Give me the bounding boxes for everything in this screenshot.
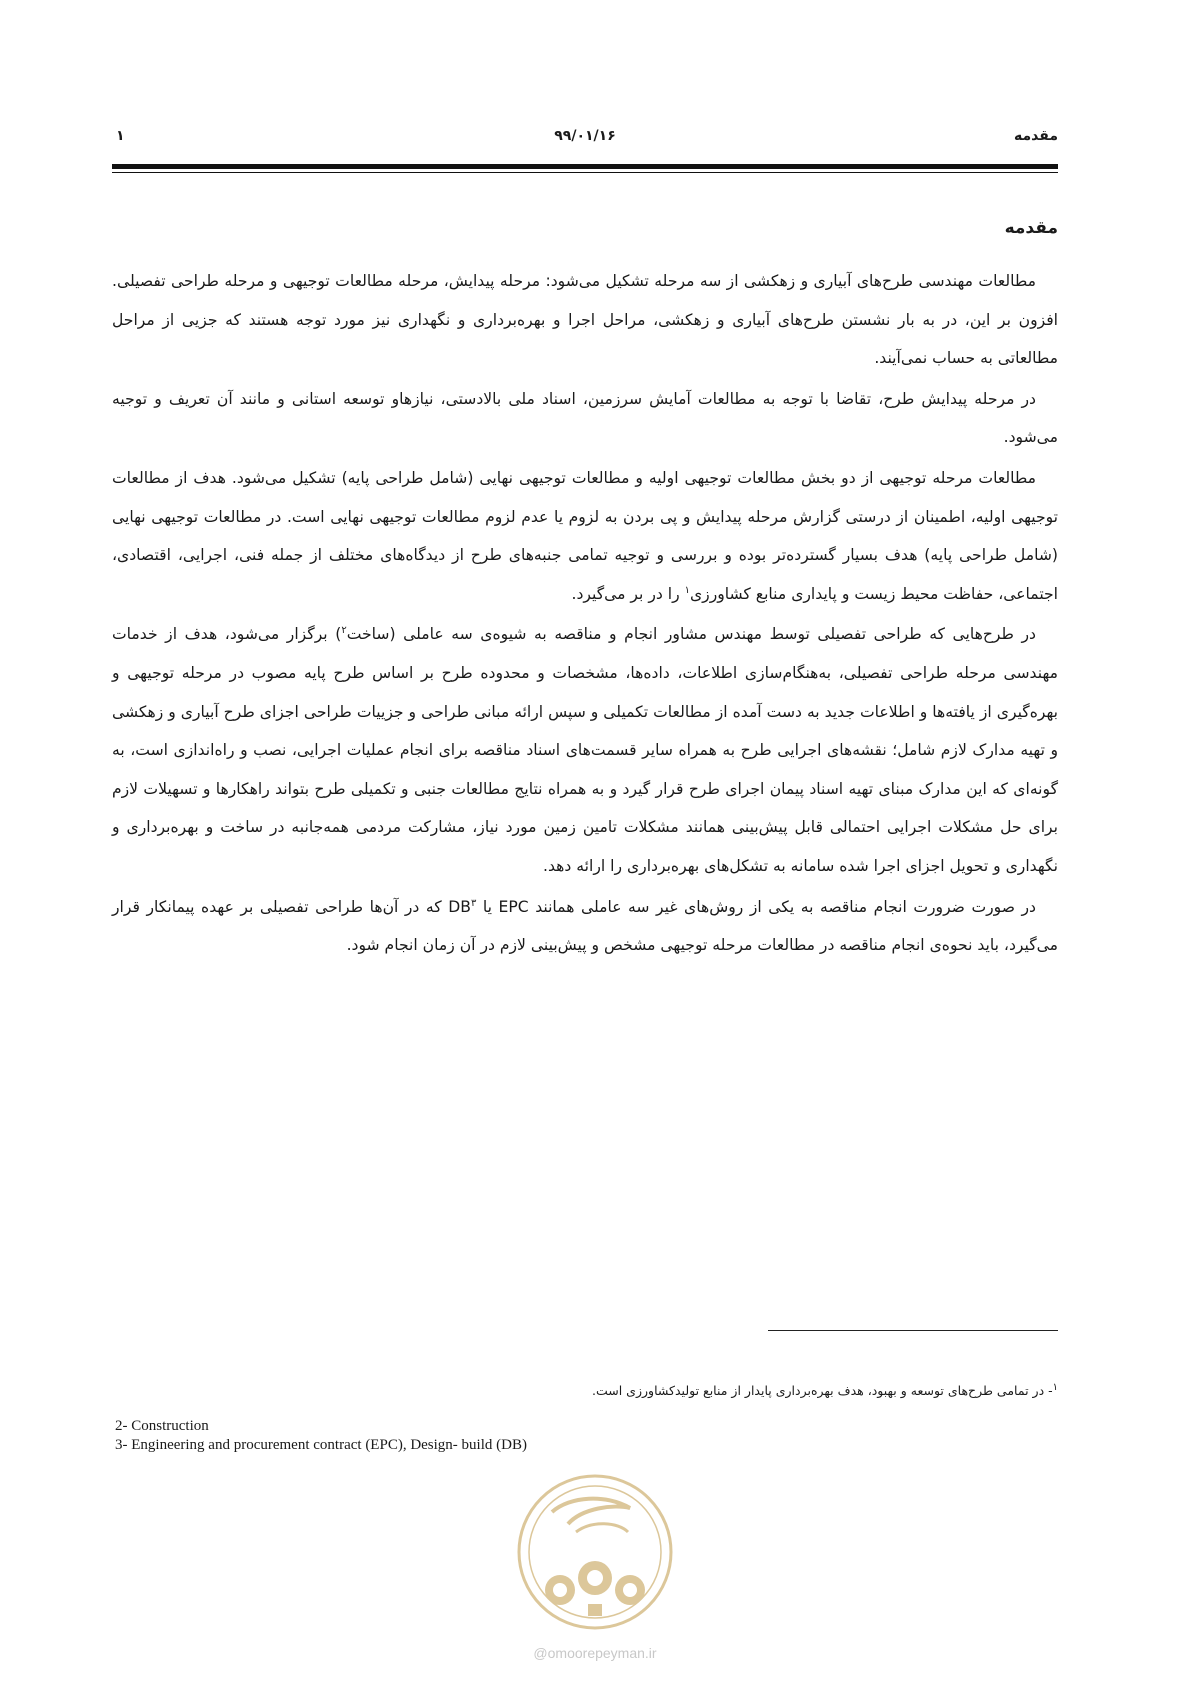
- header-title: مقدمه: [1014, 128, 1058, 144]
- footnote-separator: [768, 1330, 1058, 1331]
- footnote-mark-3: ۳: [470, 897, 477, 909]
- section-title: مقدمه: [1004, 218, 1058, 238]
- header-date: ۹۹/۰۱/۱۶: [554, 128, 616, 144]
- page-header: [112, 128, 1058, 152]
- paragraph-1: مطالعات مهندسی طرح‌های آبیاری و زهکشی از سه مرحله تشکیل می‌شود: مرحله پیدایش، مرحله مطالعات توجیهی و مرحله طراحی تفصیلی. افزون بر این، در به بار نشستن طرح‌های آبیاری و زهکشی، مراحل اجرا و بهره‌برداری و نگهداری نیز مورد توجه هستند که جزیی از مراحل مطالعاتی به حساب نمی‌آیند.: [112, 272, 1058, 368]
- footnote-mark-2: ۲: [341, 625, 347, 637]
- footnote-1: $^۱$- در تمامی طرح‌های توسعه و بهبود، هدف بهره‌برداری پایدار از منابع تولیدکشاورزی است.: [592, 1381, 1058, 1398]
- logo-caption: @omoorepeyman.ir: [533, 1645, 657, 1661]
- paragraph-5: در صورت ضرورت انجام مناقصه به یکی از روش‌های غیر سه عاملی همانند EPC یا $DB^۳$ که در آن‌ها طراحی تفصیلی بر عهده پیمانکار قرار می‌گیرد، باید نحوه‌ی انجام مناقصه در مطالعات مرحله توجیهی مشخص و پیش‌بینی لازم در آن زمان انجام شود.: [112, 897, 1058, 955]
- footnote-3: 3- Engineering and procurement contract (EPC), Design- build (DB): [115, 1437, 527, 1453]
- paragraph-2: در مرحله پیدایش طرح، تقاضا با توجه به مطالعات آمایش سرزمین، اسناد ملی بالادستی، نیازهاو توسعه استانی و مانند آن تعریف و توجیه می‌شود.: [112, 389, 1058, 447]
- main-content: [112, 212, 1058, 967]
- paragraph-3: مطالعات مرحله توجیهی از دو بخش مطالعات توجیهی اولیه و مطالعات توجیهی نهایی (شامل طراحی پایه) تشکیل می‌شود. هدف از مطالعات توجیهی اولیه، اطمینان از درستی گزارش مرحله پیدایش و پی بردن به لزوم یا عدم لزوم مطالعات توجیهی نهایی است. در مطالعات توجیهی نهایی (شامل طراحی پایه) هدف بسیار گسترده‌تر بوده و بررسی و توجیه تمامی جنبه‌های طرح از دیدگاه‌های مختلف از جمله فنی، اجرایی، اقتصادی، اجتماعی، حفاظت محیط زیست و پایداری منابع کشاورزی$^۱$ را در بر می‌گیرد.: [112, 468, 1058, 603]
- header-rule-thick: [112, 164, 1058, 169]
- page-number: ۱: [116, 128, 125, 144]
- omoorepeyman-logo: [510, 1468, 680, 1664]
- footnote-2: 2- Construction: [115, 1418, 209, 1434]
- header-rule-thin: [112, 172, 1058, 173]
- paragraph-4: در طرح‌هایی که طراحی تفصیلی توسط مهندس مشاور انجام و مناقصه به شیوه‌ی سه عاملی (ساخت$^۲$) برگزار می‌شود، هدف از خدمات مهندسی مرحله طراحی تفصیلی، به‌هنگام‌سازی اطلاعات، داده‌ها، مشخصات و محدوده طرح بر اساس طرح پایه مصوب در مرحله توجیهی و بهره‌گیری از یافته‌ها و اطلاعات جدید به دست آمده از مطالعات تکمیلی و سپس ارائه مبانی طراحی و جزییات طراحی اجزای طرح آبیاری و زهکشی و تهیه مدارک لازم شامل؛ نقشه‌های اجرایی طرح به همراه سایر قسمت‌های اسناد مناقصه برای انجام عملیات اجرایی، نصب و راه‌اندازی است، به گونه‌ای که این مدارک مبنای تهیه اسناد پیمان اجرای طرح قرار گیرد و به همراه نتایج مطالعات جنبی و تکمیلی طرح بتواند راهکارها و تسهیلات لازم برای حل مشکلات اجرایی احتمالی قابل پیش‌بینی همانند مشکلات تامین زمین مورد نیاز، مشارکت مردمی همه‌جانبه در ساخت و بهره‌برداری و نگهداری و تحویل اجزای اجرا شده سامانه به تشکل‌های بهره‌برداری را ارائه دهد.: [112, 625, 1058, 875]
- footnote-mark-1: ۱: [684, 584, 690, 596]
